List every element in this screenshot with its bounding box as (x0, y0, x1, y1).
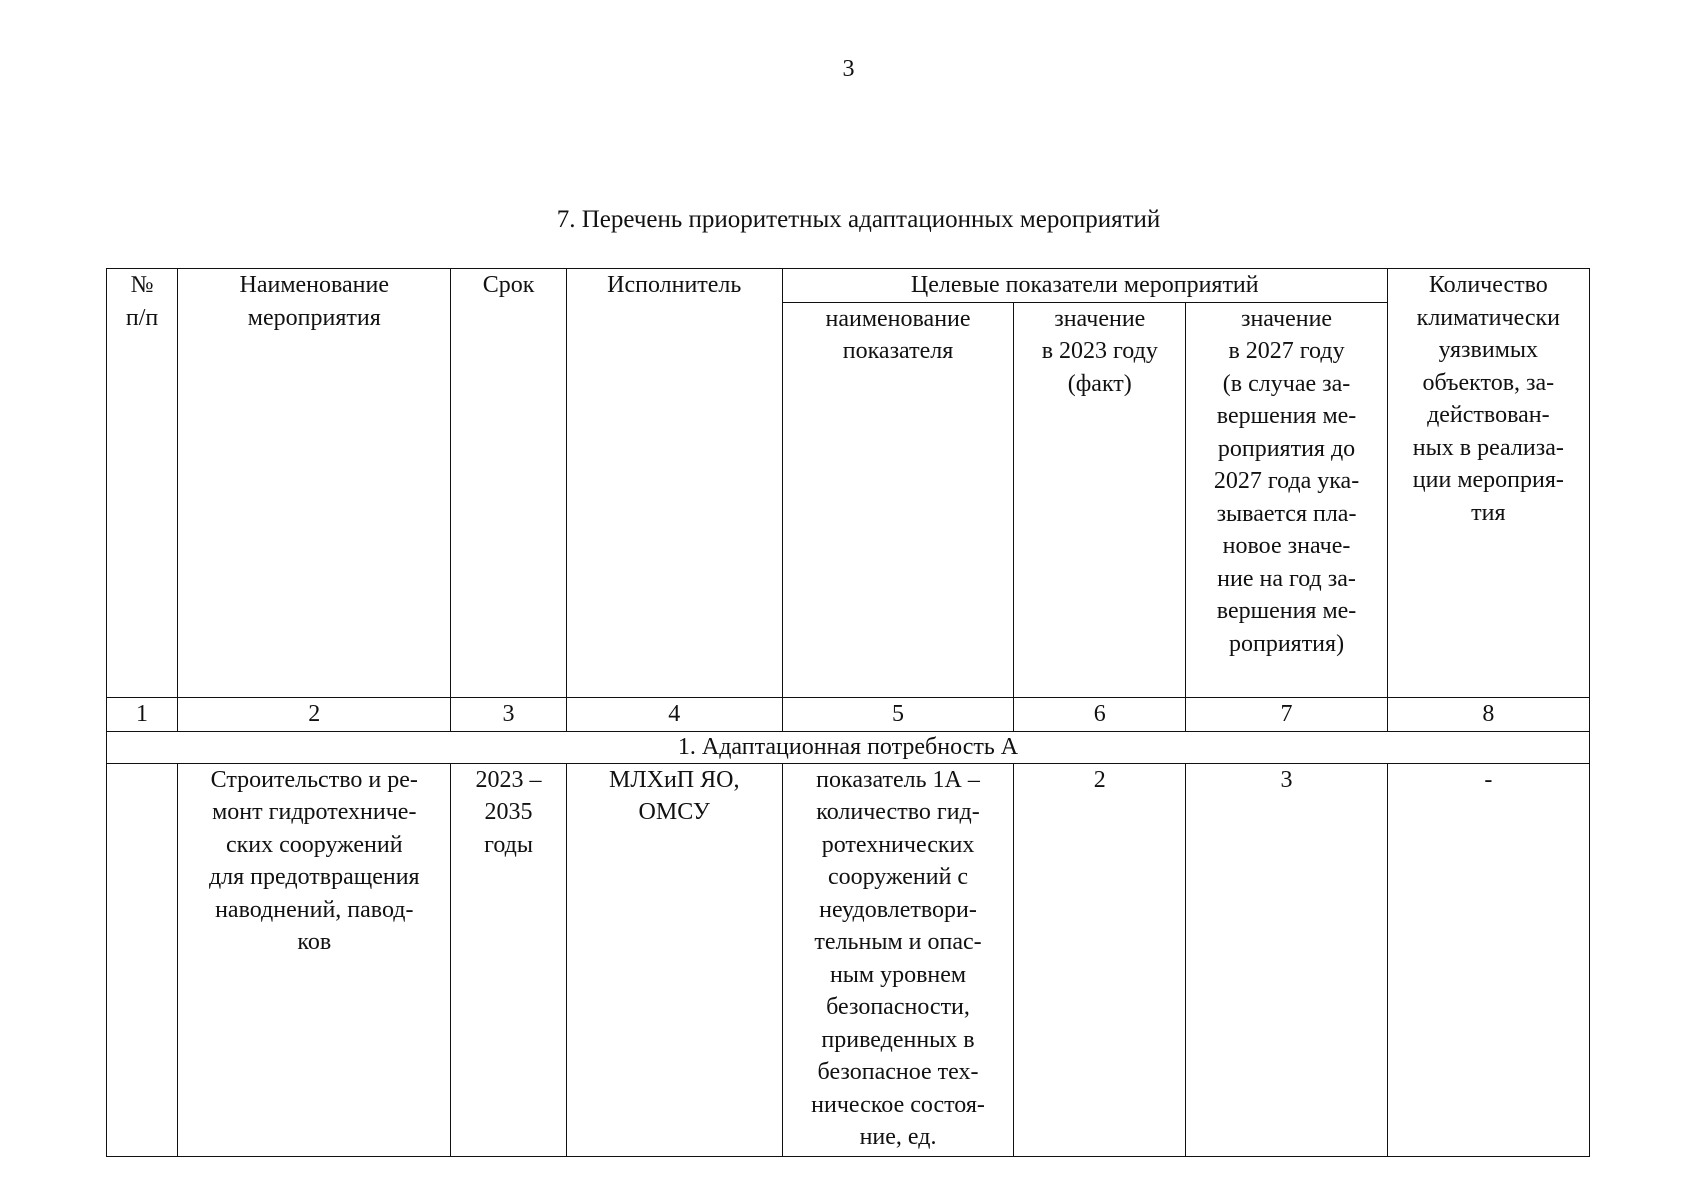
column-number: 4 (566, 697, 782, 731)
column-number: 1 (107, 697, 178, 731)
column-number: 6 (1014, 697, 1186, 731)
header-executor: Исполнитель (566, 269, 782, 698)
cell-name: Строительство и ре- монт гидротехниче- ских сооружений для предотвращения наводнений, павод- ков (178, 763, 451, 1156)
page-number: 3 (842, 56, 855, 82)
cell-value-2023: 2 (1014, 763, 1186, 1156)
header-value-2027: значение в 2027 году (в случае за- вершения ме- роприятия до 2027 года ука- зывается пла- новое значе- ние на год за- вершения ме- роприятия) (1186, 302, 1387, 697)
column-number: 5 (782, 697, 1013, 731)
header-num: № п/п (107, 269, 178, 698)
column-number: 7 (1186, 697, 1387, 731)
cell-indicator: показатель 1А – количество гид- ротехнических сооружений с неудовлетвори- тельным и опас- ным уровнем безопасности, приведенных в безопасное тех- ническое состоя- ние, ед. (782, 763, 1013, 1156)
header-indicator-name: наименование показателя (782, 302, 1013, 697)
group-row (107, 731, 1590, 763)
header-targets-group: Целевые показатели мероприятий (782, 269, 1387, 303)
column-number-row (107, 697, 1590, 731)
column-number: 8 (1387, 697, 1589, 731)
cell-term: 2023 – 2035 годы (451, 763, 566, 1156)
cell-count: - (1387, 763, 1589, 1156)
column-number: 3 (451, 697, 566, 731)
group-title: 1. Адаптационная потребность А (107, 731, 1590, 763)
section-title: 7. Перечень приоритетных адаптационных мероприятий (556, 206, 1161, 233)
measures-table (106, 268, 1590, 1157)
table-row (107, 763, 1590, 1156)
cell-value-2027: 3 (1186, 763, 1387, 1156)
header-value-2023: значение в 2023 году (факт) (1014, 302, 1186, 697)
cell-num (107, 763, 178, 1156)
header-row-1 (107, 269, 1590, 303)
header-count: Количество климатически уязвимых объектов, за- действован- ных в реализа- ции мероприя- тия (1387, 269, 1589, 698)
header-name: Наименование мероприятия (178, 269, 451, 698)
column-number: 2 (178, 697, 451, 731)
cell-executor: МЛХиП ЯО, ОМСУ (566, 763, 782, 1156)
header-term: Срок (451, 269, 566, 698)
